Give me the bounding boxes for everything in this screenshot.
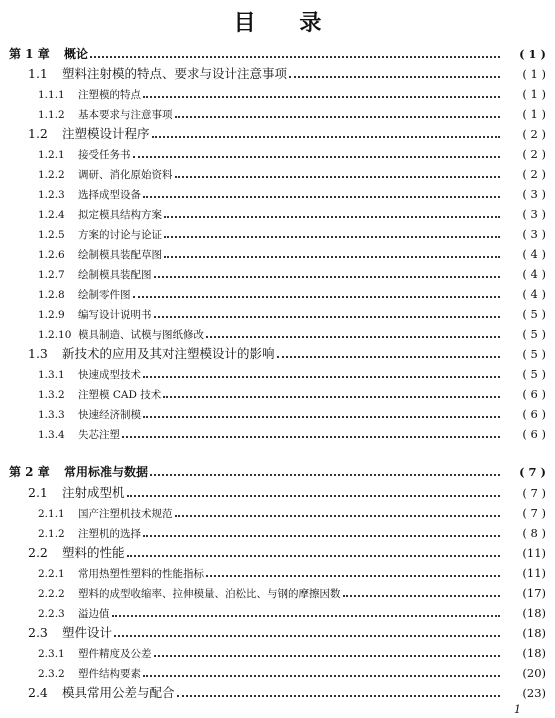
toc-entry-page: ( 3 ) [522,187,546,201]
toc-entry-page: (23) [522,686,546,700]
toc-entry-title: 塑件精度及公差 [78,648,152,660]
toc-entry[interactable] [28,624,546,642]
toc-entry-number: 2.1.1 [38,508,65,520]
toc-entry-page: (18) [522,606,546,620]
toc-entry[interactable] [38,285,546,303]
toc-entry-title: 塑料注射模的特点、要求与设计注意事项 [62,66,288,81]
toc-entry[interactable] [38,205,546,223]
dot-leader [343,595,501,597]
toc-entry-number: 1.2.2 [38,169,65,181]
toc-entry-number: 2.2.2 [38,588,65,600]
toc-entry-number: 2.2.1 [38,568,65,580]
dot-leader [127,555,500,557]
toc-entry[interactable] [38,225,546,243]
toc-entry-title: 接受任务书 [78,149,131,161]
toc-entry-number: 2.3 [28,625,48,640]
toc-entry[interactable] [28,484,546,502]
toc-entry-title: 常用标准与数据 [64,465,149,479]
dot-leader [175,176,501,178]
toc-entry[interactable] [38,385,546,403]
toc-entry-number: 1.2.7 [38,269,65,281]
toc-entry-number: 2.3.1 [38,648,65,660]
toc-entry-title: 绘制零件图 [78,289,131,301]
toc-entry-title: 方案的讨论与论证 [78,229,162,241]
dot-leader [154,276,501,278]
toc-entry-page: ( 5 ) [522,307,546,321]
toc-entry[interactable] [38,305,546,323]
toc-entry-page: ( 8 ) [522,526,546,540]
toc-entry[interactable] [38,165,546,183]
toc-entry-page: (11) [522,546,546,560]
toc-entry-number: 1.2.10 [38,329,72,341]
dot-leader [143,96,500,98]
toc-entry-number: 1.3 [28,346,48,361]
toc-entry-page: ( 5 ) [522,327,546,341]
toc-entry-number: 1.2.3 [38,189,65,201]
toc-entry[interactable] [38,365,546,383]
toc-entry-page: (11) [522,566,546,580]
toc-entry-title: 常用热塑性塑料的性能指标 [78,568,204,580]
toc-entry[interactable] [28,125,546,143]
toc-entry-title: 注射成型机 [62,485,125,500]
toc-entry-title: 选择成型设备 [78,189,141,201]
toc-entry-title: 塑料的成型收缩率、拉伸模量、泊松比、与钢的摩擦因数 [78,588,341,600]
toc-entry-title: 拟定模具结构方案 [78,209,162,221]
toc-entry-page: ( 2 ) [522,127,546,141]
dot-leader [164,216,500,218]
toc-entry[interactable] [9,45,546,63]
toc-entry[interactable] [28,684,546,702]
toc-entry-page: ( 4 ) [522,287,546,301]
toc-entry-number: 2.4 [28,685,48,700]
dot-leader [206,575,500,577]
dot-leader [175,116,501,118]
toc-entry-page: ( 3 ) [522,207,546,221]
dot-leader [289,76,500,78]
toc-entry-number: 1.2 [28,126,48,141]
dot-leader [114,635,500,637]
toc-entry-number: 1.3.2 [38,389,65,401]
dot-leader [143,675,500,677]
toc-entry[interactable] [38,105,546,123]
toc-entry-title: 绘制模具装配图 [78,269,152,281]
toc-entry[interactable] [28,544,546,562]
toc-entry-page: (18) [522,626,546,640]
toc-entry-title: 模具制造、试模与图纸修改 [78,329,204,341]
toc-entry-page: ( 1 ) [522,87,546,101]
toc-entry-number: 1.1.2 [38,109,65,121]
toc-entry[interactable] [38,145,546,163]
dot-leader [154,655,501,657]
toc-entry-title: 快速经济制模 [78,409,141,421]
toc-entry-title: 失芯注塑 [78,429,120,441]
toc-entry-title: 基本要求与注意事项 [78,109,173,121]
page-title: 目 录 [233,10,340,36]
toc-entry[interactable] [38,325,546,343]
toc-entry-page: ( 3 ) [522,227,546,241]
dot-leader [143,416,500,418]
toc-entry-page: ( 5 ) [522,367,546,381]
toc-entry-number: 1.1 [28,66,48,81]
dot-leader [90,56,500,58]
dot-leader [112,615,501,617]
dot-leader [164,236,500,238]
toc-entry-page: ( 5 ) [522,347,546,361]
toc-entry-page: (20) [522,666,546,680]
dot-leader [163,396,500,398]
toc-entry-number: 1.3.3 [38,409,65,421]
page-number: 1 [514,703,521,716]
dot-leader [133,296,501,298]
toc-entry-title: 编写设计说明书 [78,309,152,321]
toc-entry-title: 注塑模 CAD 技术 [78,389,162,401]
toc-entry-page: ( 6 ) [522,427,546,441]
toc-entry-title: 塑料的性能 [62,545,125,560]
toc-entry-title: 注塑模的特点 [78,89,141,101]
toc-entry[interactable] [38,644,546,662]
toc-entry[interactable] [38,245,546,263]
toc-entry-title: 注塑机的选择 [78,528,141,540]
toc-entry-title: 调研、消化原始资料 [78,169,173,181]
toc-entry-page: ( 6 ) [522,407,546,421]
toc-entry-number: 第 2 章 [9,465,50,479]
toc-entry[interactable] [38,185,546,203]
dot-leader [277,356,500,358]
toc-entry-title: 模具常用公差与配合 [62,685,175,700]
toc-entry-number: 2.3.2 [38,668,65,680]
toc-entry-title: 溢边值 [78,608,110,620]
toc-entry-number: 1.2.5 [38,229,65,241]
toc-entry-page: ( 1 ) [522,67,546,81]
toc-entry[interactable] [38,504,546,522]
toc-entry[interactable] [9,463,546,481]
toc-entry-number: 1.3.1 [38,369,65,381]
toc-entry[interactable] [38,524,546,542]
toc-entry[interactable] [28,345,546,363]
dot-leader [143,196,500,198]
toc-entry-number: 第 1 章 [9,47,50,61]
dot-leader [177,695,500,697]
toc-entry-number: 2.1.2 [38,528,65,540]
toc-entry-page: ( 1 ) [519,47,546,61]
toc-entry-title: 塑件设计 [62,625,113,640]
toc-entry-page: ( 4 ) [522,267,546,281]
toc-entry-page: ( 4 ) [522,247,546,261]
toc-entry[interactable] [38,405,546,423]
dot-leader [143,376,500,378]
dot-leader [133,156,501,158]
toc-entry[interactable] [38,265,546,283]
toc-entry-number: 2.1 [28,485,48,500]
toc-entry-title: 快速成型技术 [78,369,141,381]
toc-entry-number: 1.2.8 [38,289,65,301]
toc-entry-page: (17) [522,586,546,600]
toc-entry[interactable] [28,65,546,83]
dot-leader [122,436,500,438]
toc-entry[interactable] [38,584,546,602]
toc-entry-page: ( 7 ) [519,465,546,479]
dot-leader [164,256,500,258]
toc-entry-number: 1.2.6 [38,249,65,261]
toc-entry-title: 新技术的应用及其对注塑模设计的影响 [62,346,275,361]
toc-entry[interactable] [38,604,546,622]
dot-leader [143,535,500,537]
toc-entry-number: 2.2 [28,545,48,560]
toc-entry-number: 1.2.1 [38,149,65,161]
dot-leader [206,336,500,338]
toc-entry-number: 1.2.9 [38,309,65,321]
toc-entry-page: ( 6 ) [522,387,546,401]
dot-leader [152,136,500,138]
toc-entry-page: (18) [522,646,546,660]
toc-entry-title: 概论 [64,47,89,61]
toc-entry-title: 国产注塑机技术规范 [78,508,173,520]
dot-leader [175,515,501,517]
toc-entry[interactable] [38,425,546,443]
dot-leader [154,316,501,318]
toc-entry-title: 塑件结构要素 [78,668,141,680]
toc-entry-number: 2.2.3 [38,608,65,620]
toc-entry-number: 1.2.4 [38,209,65,221]
toc-entry-page: ( 2 ) [522,167,546,181]
toc-entry-page: ( 1 ) [522,107,546,121]
dot-leader [127,495,500,497]
toc-entry-title: 绘制模具装配草图 [78,249,162,261]
toc-entry-title: 注塑模设计程序 [62,126,150,141]
dot-leader [150,474,500,476]
toc-entry-page: ( 7 ) [522,486,546,500]
toc-entry-number: 1.3.4 [38,429,65,441]
toc-entry-page: ( 7 ) [522,506,546,520]
toc-entry[interactable] [38,664,546,682]
toc-entry[interactable] [38,564,546,582]
toc-entry-number: 1.1.1 [38,89,65,101]
toc-entry[interactable] [38,85,546,103]
toc-entry-page: ( 2 ) [522,147,546,161]
